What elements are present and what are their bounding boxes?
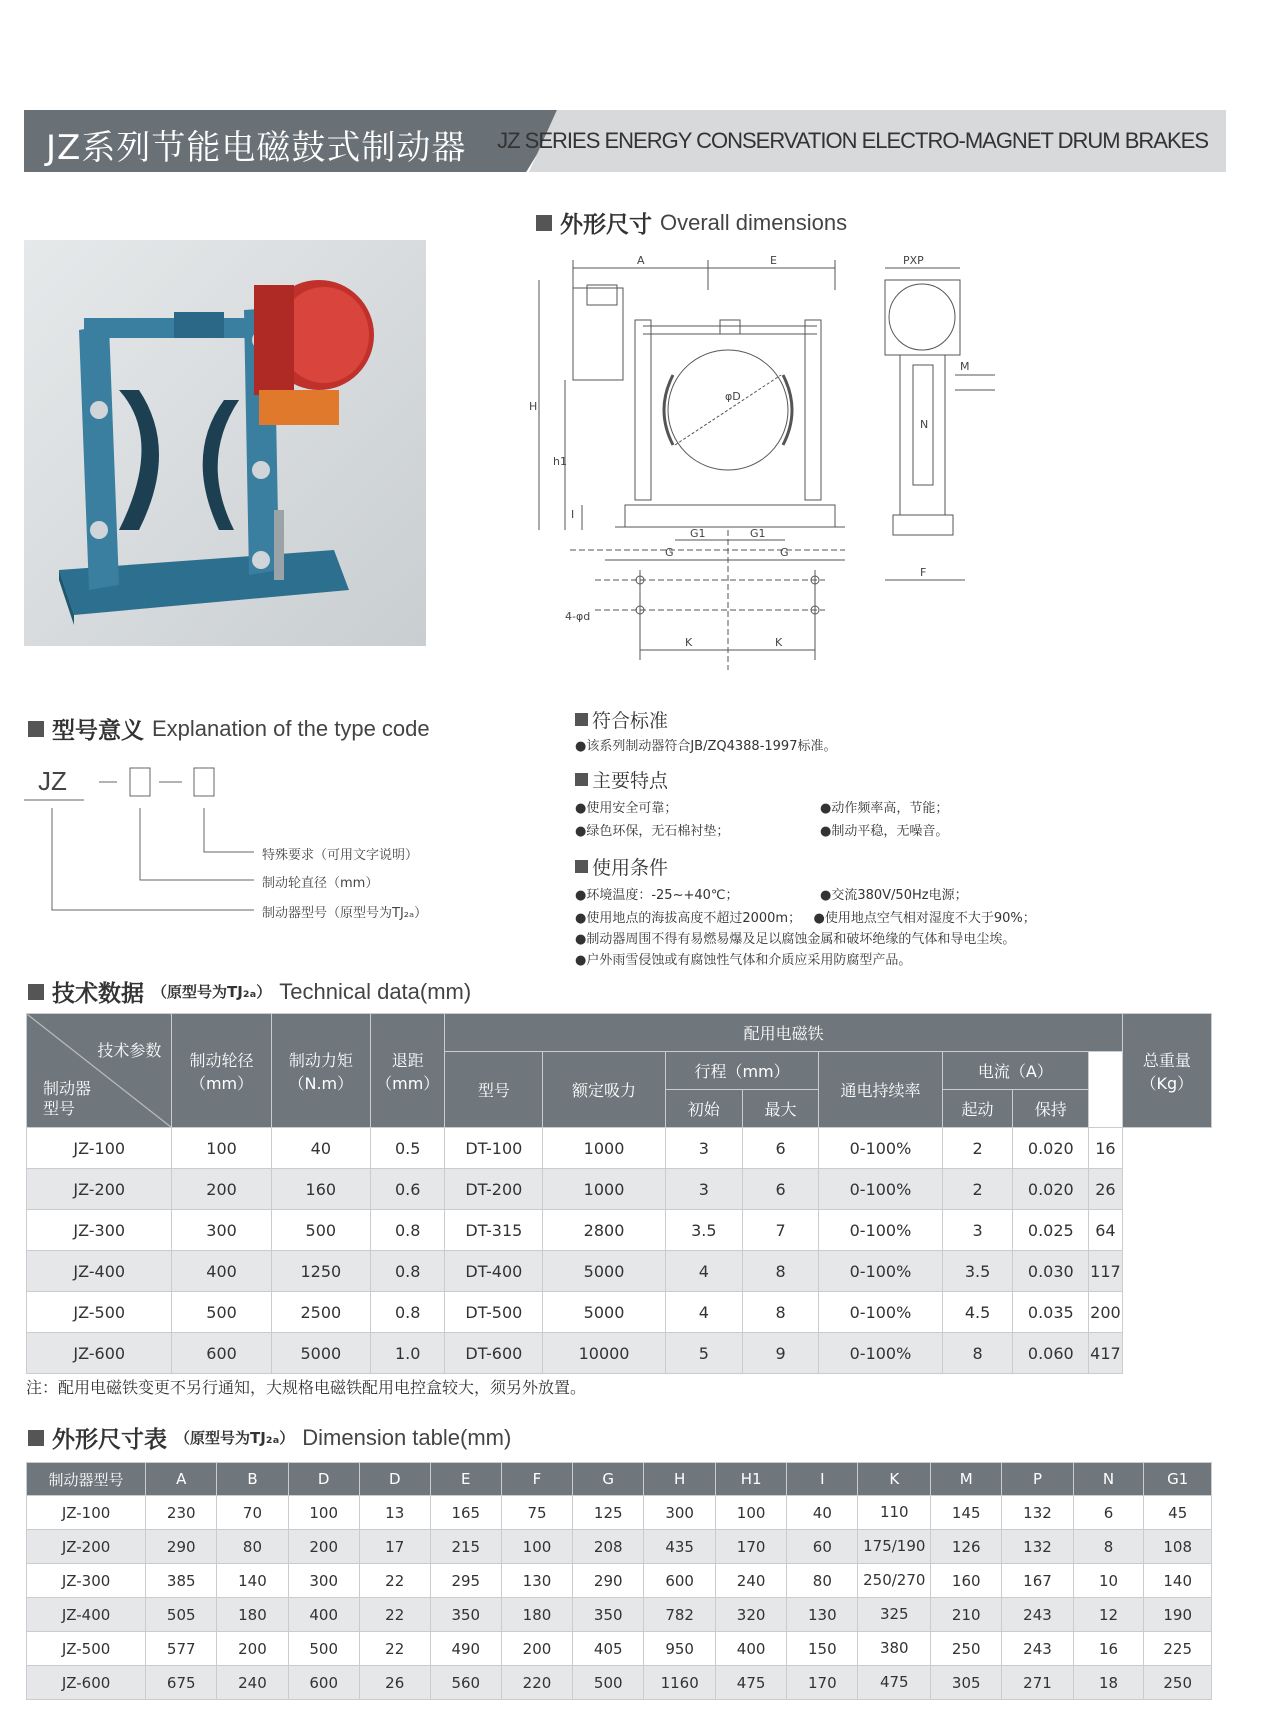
table-cell: 170 [715,1530,786,1564]
table-cell: 1250 [271,1251,370,1292]
table-cell: 60 [787,1530,858,1564]
standard-heading: 符合标准 [575,706,1215,733]
dim-header-cell: N [1073,1463,1144,1496]
table-cell: 0-100% [819,1251,942,1292]
table-cell: 0.8 [370,1292,444,1333]
table-cell: 8 [1073,1530,1144,1564]
table-cell: 6 [1073,1496,1144,1530]
square-bullet-icon [28,1430,44,1446]
table-cell: 8 [942,1333,1013,1374]
dim-header-cell: 制动器型号 [27,1463,146,1496]
table-cell: 64 [1089,1210,1123,1251]
dim-header-cell: D [288,1463,359,1496]
dim-label-n: N [920,418,929,431]
condition-item: ●环境温度：-25~+40℃； [575,888,739,903]
table-cell: 250 [1144,1666,1212,1700]
table-cell: 350 [430,1598,501,1632]
square-bullet-icon [28,721,44,737]
table-cell: 417 [1089,1333,1123,1374]
table-cell: 160 [931,1564,1002,1598]
brake-illustration [24,240,426,646]
tech-header-stroke: 行程（mm） [665,1052,819,1090]
dim-header-cell: G [573,1463,644,1496]
feature-item: ●使用安全可靠； [575,801,678,816]
table-cell: 300 [172,1210,271,1251]
table-cell: 3 [942,1210,1013,1251]
table-cell: JZ-300 [27,1564,146,1598]
table-cell: 0-100% [819,1169,942,1210]
table-cell: 80 [217,1530,288,1564]
tech-header-retreat: 退距（mm） [370,1014,444,1128]
table-cell: 4.5 [942,1292,1013,1333]
table-cell: 2800 [543,1210,666,1251]
dimension-table-title: 外形尺寸表 （原型号为TJ₂ₐ） Dimension table(mm) [28,1421,511,1454]
table-cell: 4 [665,1251,742,1292]
table-cell: 0.030 [1013,1251,1089,1292]
dim-header-cell: H1 [715,1463,786,1496]
dim-label-i: I [571,508,575,521]
table-cell: 175/190 [858,1530,931,1564]
dim-label-g-right: G [780,546,789,559]
table-cell: 16 [1089,1128,1123,1169]
table-cell: 167 [1002,1564,1073,1598]
table-cell: 100 [715,1496,786,1530]
table-cell: DT-400 [445,1251,543,1292]
table-cell: 215 [430,1530,501,1564]
table-cell: 7 [742,1210,819,1251]
tech-header-max: 最大 [742,1090,819,1128]
table-cell: 0.035 [1013,1292,1089,1333]
table-cell: 190 [1144,1598,1212,1632]
table-cell: 126 [931,1530,1002,1564]
table-cell: 400 [288,1598,359,1632]
table-cell: 5000 [543,1292,666,1333]
table-cell: 8 [742,1292,819,1333]
condition-item: ●使用地点的海拔高度不超过2000m； ●使用地点空气相对湿度不大于90%； [575,911,1036,926]
table-cell: 132 [1002,1530,1073,1564]
table-cell: 1.0 [370,1333,444,1374]
table-cell: 500 [271,1210,370,1251]
condition-item: ●制动器周围不得有易燃易爆及足以腐蚀金属和破坏绝缘的气体和导电尘埃。 [575,932,1016,947]
table-cell: 10 [1073,1564,1144,1598]
table-cell: 140 [1144,1564,1212,1598]
dimension-table-body [27,1496,1212,1700]
type-code-title: 型号意义 Explanation of the type code [28,712,430,745]
technical-drawing [525,250,1045,670]
table-cell: 500 [573,1666,644,1700]
table-row [27,1564,1212,1598]
table-cell: 130 [787,1598,858,1632]
table-cell: 400 [715,1632,786,1666]
table-cell: 70 [217,1496,288,1530]
features-heading: 主要特点 [575,766,1215,793]
type-desc-model: 制动器型号（原型号为TJ₂ₐ） [262,906,428,921]
table-cell: 295 [430,1564,501,1598]
table-row [27,1666,1212,1700]
table-cell: 240 [715,1564,786,1598]
table-cell: 6 [742,1169,819,1210]
table-cell: 160 [271,1169,370,1210]
dimension-table-header [27,1463,1212,1496]
table-cell: 240 [217,1666,288,1700]
table-cell: 243 [1002,1598,1073,1632]
dim-label-a: A [637,254,645,267]
square-bullet-icon [575,773,588,786]
table-cell: 22 [359,1564,430,1598]
table-cell: 16 [1073,1632,1144,1666]
table-cell: 250 [931,1632,1002,1666]
tech-header-torque: 制动力矩（N.m） [271,1014,370,1128]
table-row [27,1598,1212,1632]
table-cell: 350 [573,1598,644,1632]
dim-label-m: M [960,360,970,373]
table-cell: 0.025 [1013,1210,1089,1251]
dim-header-cell: E [430,1463,501,1496]
table-row [27,1128,1212,1169]
table-cell: 560 [430,1666,501,1700]
table-cell: 117 [1089,1251,1123,1292]
table-cell: 435 [644,1530,716,1564]
dim-header-cell: F [501,1463,572,1496]
table-cell: 22 [359,1632,430,1666]
table-cell: 100 [172,1128,271,1169]
dim-label-f: F [920,566,927,579]
type-code-diagram [24,760,504,930]
table-cell: 17 [359,1530,430,1564]
product-photo [24,240,426,646]
table-cell: 75 [501,1496,572,1530]
table-cell: 0-100% [819,1292,942,1333]
table-cell: JZ-200 [27,1530,146,1564]
table-cell: 150 [787,1632,858,1666]
type-desc-diameter: 制动轮直径（mm） [262,876,379,891]
conditions-grid [575,884,1215,907]
table-cell: DT-200 [445,1169,543,1210]
tech-header-type: 型号 [445,1052,543,1128]
table-cell: 10000 [543,1333,666,1374]
table-cell: 170 [787,1666,858,1700]
table-cell: 600 [644,1564,716,1598]
square-bullet-icon [536,215,552,231]
table-cell: 243 [1002,1632,1073,1666]
table-row [27,1632,1212,1666]
table-cell: 0-100% [819,1210,942,1251]
table-cell: 325 [858,1598,931,1632]
table-cell: 290 [146,1530,217,1564]
table-cell: JZ-100 [27,1496,146,1530]
table-cell: 2 [942,1128,1013,1169]
table-cell: 200 [172,1169,271,1210]
overall-dimensions-title: 外形尺寸 Overall dimensions [536,206,847,239]
table-cell: 405 [573,1632,644,1666]
table-cell: 250/270 [858,1564,931,1598]
table-cell: JZ-400 [27,1598,146,1632]
table-cell: 2500 [271,1292,370,1333]
table-cell: 1000 [543,1128,666,1169]
table-cell: 500 [288,1632,359,1666]
table-cell: 12 [1073,1598,1144,1632]
standards-block [575,706,1215,972]
table-cell: JZ-200 [27,1169,172,1210]
table-cell: 200 [501,1632,572,1666]
banner-title-en: JZ SERIES ENERGY CONSERVATION ELECTRO-MAGNET DRUM BRAKES [497,128,1208,153]
dim-header-cell: A [146,1463,217,1496]
table-cell: 140 [217,1564,288,1598]
tech-data-title: 技术数据 （原型号为TJ₂ₐ） Technical data(mm) [28,975,471,1008]
table-cell: 80 [787,1564,858,1598]
table-cell: 0.020 [1013,1169,1089,1210]
dim-header-cell: D [359,1463,430,1496]
tech-header-current: 电流（A） [942,1052,1089,1090]
table-cell: 1000 [543,1169,666,1210]
type-desc-special: 特殊要求（可用文字说明） [262,848,419,863]
table-cell: 180 [501,1598,572,1632]
table-cell: 600 [288,1666,359,1700]
dim-header-cell: M [931,1463,1002,1496]
table-cell: 4 [665,1292,742,1333]
table-cell: 950 [644,1632,716,1666]
tech-header-hold: 保持 [1013,1090,1089,1128]
type-code-jz: JZ [38,766,67,796]
dim-label-k-left: K [685,636,693,649]
table-cell: 22 [359,1598,430,1632]
header-banner [24,110,1226,172]
tech-data-body [27,1128,1212,1374]
table-cell: 290 [573,1564,644,1598]
table-cell: 145 [931,1496,1002,1530]
table-cell: 8 [742,1251,819,1292]
dim-header-cell: P [1002,1463,1073,1496]
table-row [27,1292,1212,1333]
table-cell: 300 [644,1496,716,1530]
table-row [27,1251,1212,1292]
table-cell: 200 [288,1530,359,1564]
table-cell: JZ-600 [27,1666,146,1700]
tech-header-weight: 总重量（Kg） [1122,1014,1211,1128]
table-cell: 475 [858,1666,931,1700]
table-cell: 0.060 [1013,1333,1089,1374]
table-cell: 5000 [543,1251,666,1292]
table-cell: 208 [573,1530,644,1564]
banner-title-cn: JZ系列节能电磁鼓式制动器 [46,128,467,168]
dim-header-cell: G1 [1144,1463,1212,1496]
table-cell: 200 [217,1632,288,1666]
tech-header-corner: 技术参数 制动器型号 [27,1014,172,1128]
table-cell: 5 [665,1333,742,1374]
tech-header-magnet: 配用电磁铁 [445,1014,1122,1052]
dim-header-cell: H [644,1463,716,1496]
table-cell: 210 [931,1598,1002,1632]
table-cell: 3 [665,1169,742,1210]
table-cell: 475 [715,1666,786,1700]
table-cell: 380 [858,1632,931,1666]
table-cell: 220 [501,1666,572,1700]
table-cell: 180 [217,1598,288,1632]
table-row [27,1169,1212,1210]
feature-item: ●绿色环保，无石棉衬垫； [575,824,730,839]
table-cell: 500 [172,1292,271,1333]
table-cell: 0-100% [819,1128,942,1169]
table-cell: 0.8 [370,1251,444,1292]
table-cell: JZ-500 [27,1292,172,1333]
table-cell: 782 [644,1598,716,1632]
table-cell: 5000 [271,1333,370,1374]
table-cell: 100 [288,1496,359,1530]
condition-item: ●户外雨雪侵蚀或有腐蚀性气体和介质应采用防腐型产品。 [575,953,912,968]
table-cell: DT-100 [445,1128,543,1169]
table-cell: 225 [1144,1632,1212,1666]
table-cell: 490 [430,1632,501,1666]
dim-label-h: H [529,400,538,413]
table-cell: 1160 [644,1666,716,1700]
table-row [27,1530,1212,1564]
dim-label-g1-right: G1 [750,527,766,540]
table-cell: 2 [942,1169,1013,1210]
dim-label-g-left: G [665,546,674,559]
table-cell: 230 [146,1496,217,1530]
table-cell: 40 [271,1128,370,1169]
table-cell: 0.5 [370,1128,444,1169]
tech-header-wheel: 制动轮径（mm） [172,1014,271,1128]
table-cell: 320 [715,1598,786,1632]
table-cell: 130 [501,1564,572,1598]
table-cell: 125 [573,1496,644,1530]
square-bullet-icon [575,713,588,726]
table-cell: 110 [858,1496,931,1530]
table-cell: 577 [146,1632,217,1666]
table-row [27,1496,1212,1530]
table-cell: 26 [1089,1169,1123,1210]
tech-header-duty: 通电持续率 [819,1052,942,1128]
table-row [27,1210,1212,1251]
square-bullet-icon [575,860,588,873]
table-cell: 675 [146,1666,217,1700]
dimension-table [26,1462,1212,1700]
dim-label-e: E [770,254,777,267]
dim-label-g1-left: G1 [690,527,706,540]
features-list [575,797,1215,843]
table-cell: 0.6 [370,1169,444,1210]
dim-label-k-right: K [775,636,783,649]
condition-item: ●交流380V/50Hz电源； [820,888,968,903]
table-cell: 200 [1089,1292,1123,1333]
table-cell: 45 [1144,1496,1212,1530]
feature-item: ●动作频率高，节能； [820,801,949,816]
table-cell: JZ-400 [27,1251,172,1292]
table-cell: DT-600 [445,1333,543,1374]
dim-label-phid: φD [725,390,741,403]
table-cell: 0.020 [1013,1128,1089,1169]
table-cell: 3.5 [942,1251,1013,1292]
table-row [27,1333,1212,1374]
table-cell: 0-100% [819,1333,942,1374]
dim-label-pxp: PXP [903,254,924,267]
dim-label-h1: h1 [553,455,567,468]
tech-note: 注：配用电磁铁变更不另行通知，大规格电磁铁配用电控盒较大，须另外放置。 [26,1378,587,1397]
table-cell: 26 [359,1666,430,1700]
table-cell: 385 [146,1564,217,1598]
table-cell: 0.8 [370,1210,444,1251]
table-cell: JZ-600 [27,1333,172,1374]
dim-header-cell: I [787,1463,858,1496]
dim-label-4d: 4-φd [565,610,591,623]
table-cell: 300 [288,1564,359,1598]
table-cell: 271 [1002,1666,1073,1700]
table-cell: 600 [172,1333,271,1374]
square-bullet-icon [28,984,44,1000]
table-cell: 40 [787,1496,858,1530]
table-cell: 9 [742,1333,819,1374]
table-cell: JZ-100 [27,1128,172,1169]
standard-text: ●该系列制动器符合JB/ZQ4388-1997标准。 [575,739,837,754]
table-cell: 400 [172,1251,271,1292]
table-cell: 18 [1073,1666,1144,1700]
table-cell: 165 [430,1496,501,1530]
table-cell: 13 [359,1496,430,1530]
table-cell: 3 [665,1128,742,1169]
table-cell: 108 [1144,1530,1212,1564]
table-cell: JZ-300 [27,1210,172,1251]
table-cell: 3.5 [665,1210,742,1251]
tech-header-force: 额定吸力 [543,1052,666,1128]
table-cell: 505 [146,1598,217,1632]
table-cell: 305 [931,1666,1002,1700]
table-cell: 6 [742,1128,819,1169]
dim-header-cell: K [858,1463,931,1496]
feature-item: ●制动平稳，无噪音。 [820,824,949,839]
tech-data-table [26,1013,1212,1374]
table-cell: 100 [501,1530,572,1564]
table-cell: DT-500 [445,1292,543,1333]
conditions-heading: 使用条件 [575,853,1215,880]
table-cell: JZ-500 [27,1632,146,1666]
tech-header-start: 起动 [942,1090,1013,1128]
dim-header-cell: B [217,1463,288,1496]
table-cell: DT-315 [445,1210,543,1251]
table-cell: 132 [1002,1496,1073,1530]
tech-header-init: 初始 [665,1090,742,1128]
